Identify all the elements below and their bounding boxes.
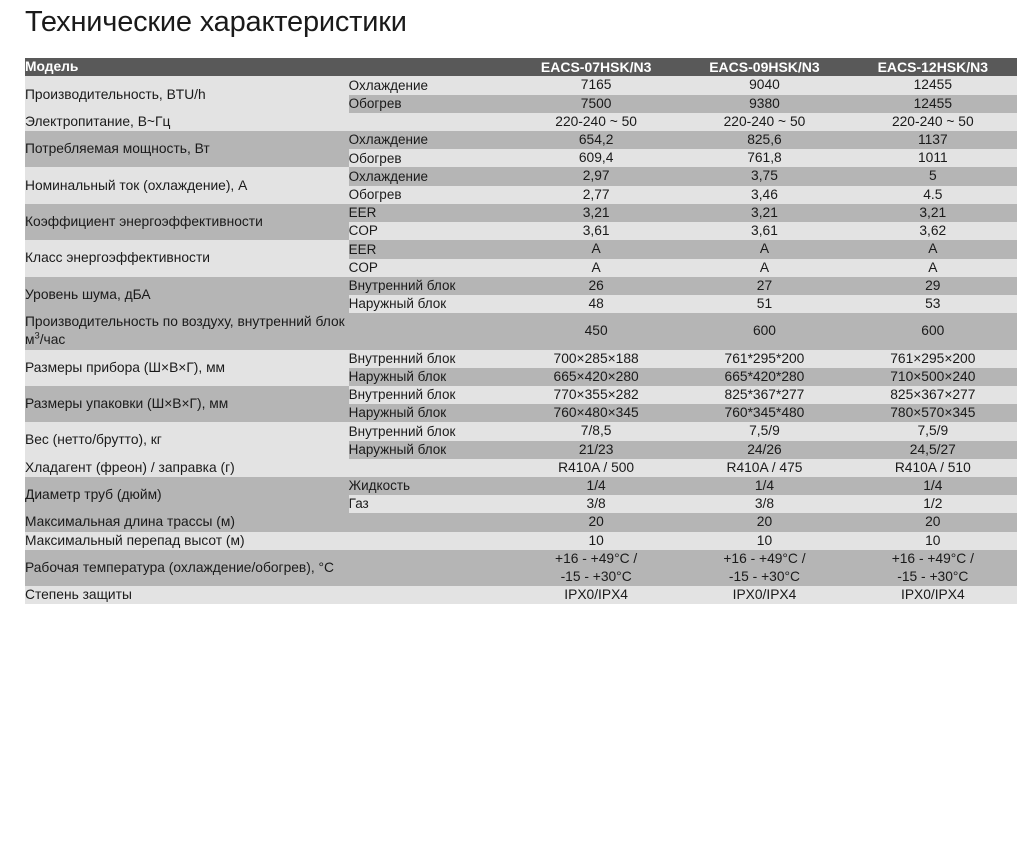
- row-value-col-2: 5: [849, 167, 1017, 185]
- row-parameter-label: Производительность, BTU/h: [25, 76, 349, 112]
- row-value-col-2: A: [849, 240, 1017, 258]
- row-value-col-2: 761×295×200: [849, 350, 1017, 368]
- row-value-col-0: 10: [512, 532, 680, 550]
- row-value-col-0: R410A / 500: [512, 459, 680, 477]
- row-sublabel: Внутренний блок: [349, 277, 512, 295]
- table-header-row: [25, 58, 1017, 76]
- row-sublabel: EER: [349, 204, 512, 222]
- row-value-col-0: 3/8: [512, 495, 680, 513]
- table-row: [25, 532, 1017, 550]
- row-parameter-label: Диаметр труб (дюйм): [25, 477, 349, 513]
- table-row: [25, 313, 1017, 349]
- row-sublabel: Охлаждение: [349, 76, 512, 94]
- row-value-col-1: 7,5/9: [680, 422, 848, 440]
- row-sublabel-empty: [349, 313, 512, 349]
- row-sublabel-empty: [349, 550, 512, 586]
- row-parameter-label: Размеры упаковки (Ш×В×Г), мм: [25, 386, 349, 422]
- row-value-col-2: 24,5/27: [849, 441, 1017, 459]
- table-row: [25, 204, 1017, 222]
- row-value-col-1: 9380: [680, 95, 848, 113]
- row-value-col-0: 665×420×280: [512, 368, 680, 386]
- row-value-col-1: A: [680, 259, 848, 277]
- row-sublabel: Обогрев: [349, 95, 512, 113]
- row-value-col-2: 1011: [849, 149, 1017, 167]
- header-sub-spacer: [349, 58, 512, 76]
- value-line: +16 - +49°C /: [555, 550, 638, 566]
- row-value-col-1: 600: [680, 313, 848, 349]
- value-line: -15 - +30°C: [728, 568, 800, 584]
- row-parameter-label: Рабочая температура (охлаждение/обогрев), °С: [25, 550, 349, 586]
- row-value-col-2: 3,62: [849, 222, 1017, 240]
- table-row: [25, 277, 1017, 295]
- row-sublabel-empty: [349, 532, 512, 550]
- row-value-col-0: 760×480×345: [512, 404, 680, 422]
- row-value-col-2: 7,5/9: [849, 422, 1017, 440]
- row-value-col-1: IPX0/IPX4: [680, 586, 848, 604]
- row-value-col-1: 24/26: [680, 441, 848, 459]
- table-row: [25, 477, 1017, 495]
- row-value-col-0: 450: [512, 313, 680, 349]
- row-value-col-0: 2,77: [512, 186, 680, 204]
- row-value-col-0: 7/8,5: [512, 422, 680, 440]
- table-header: [25, 58, 1017, 76]
- table-row: [25, 131, 1017, 149]
- row-value-col-0: A: [512, 259, 680, 277]
- row-sublabel: COP: [349, 222, 512, 240]
- row-value-col-1: R410A / 475: [680, 459, 848, 477]
- row-value-col-2: 780×570×345: [849, 404, 1017, 422]
- table-row: [25, 422, 1017, 440]
- row-value-col-2: 10: [849, 532, 1017, 550]
- row-value-col-1: 3,21: [680, 204, 848, 222]
- row-parameter-label: Максимальная длина трассы (м): [25, 513, 349, 531]
- table-row: [25, 167, 1017, 185]
- row-value-col-2: 29: [849, 277, 1017, 295]
- row-parameter-label: Потребляемая мощность, Вт: [25, 131, 349, 167]
- row-value-col-0: 21/23: [512, 441, 680, 459]
- row-sublabel: EER: [349, 240, 512, 258]
- row-value-col-1: 51: [680, 295, 848, 313]
- row-sublabel: Наружный блок: [349, 295, 512, 313]
- row-value-col-0: 700×285×188: [512, 350, 680, 368]
- row-value-col-0: 20: [512, 513, 680, 531]
- value-line: -15 - +30°C: [897, 568, 969, 584]
- row-sublabel: Наружный блок: [349, 368, 512, 386]
- row-parameter-label: Хладагент (фреон) / заправка (г): [25, 459, 349, 477]
- row-sublabel: Охлаждение: [349, 167, 512, 185]
- value-line: +16 - +49°C /: [891, 550, 974, 566]
- row-value-col-1: [680, 550, 848, 586]
- row-value-col-0: 48: [512, 295, 680, 313]
- row-parameter-label: Производительность по воздуху, внутренний блок $м^3$/час: [25, 313, 349, 349]
- row-sublabel: Внутренний блок: [349, 422, 512, 440]
- row-value-col-0: 3,21: [512, 204, 680, 222]
- row-value-col-1: 761*295*200: [680, 350, 848, 368]
- row-value-col-0: 770×355×282: [512, 386, 680, 404]
- row-value-col-2: [849, 550, 1017, 586]
- row-sublabel: Газ: [349, 495, 512, 513]
- row-value-col-2: 600: [849, 313, 1017, 349]
- table-row: [25, 240, 1017, 258]
- row-parameter-label: Степень защиты: [25, 586, 349, 604]
- table-row: [25, 586, 1017, 604]
- row-value-col-1: 20: [680, 513, 848, 531]
- row-value-col-0: 220-240 ~ 50: [512, 113, 680, 131]
- row-parameter-label: Номинальный ток (охлаждение), А: [25, 167, 349, 203]
- row-sublabel: Наружный блок: [349, 404, 512, 422]
- row-sublabel-empty: [349, 586, 512, 604]
- row-value-col-1: 3/8: [680, 495, 848, 513]
- row-value-col-2: 220-240 ~ 50: [849, 113, 1017, 131]
- row-value-col-1: 10: [680, 532, 848, 550]
- row-value-col-1: 825*367*277: [680, 386, 848, 404]
- row-value-col-2: 12455: [849, 95, 1017, 113]
- row-parameter-label: Максимальный перепад высот (м): [25, 532, 349, 550]
- row-value-col-0: 1/4: [512, 477, 680, 495]
- row-value-col-2: 825×367×277: [849, 386, 1017, 404]
- row-parameter-label: Уровень шума, дБА: [25, 277, 349, 313]
- row-sublabel: Внутренний блок: [349, 350, 512, 368]
- row-value-col-1: 3,75: [680, 167, 848, 185]
- table-row: [25, 386, 1017, 404]
- row-sublabel: Обогрев: [349, 186, 512, 204]
- header-column-2: EACS-12HSK/N3: [849, 58, 1017, 76]
- row-parameter-label: Размеры прибора (Ш×В×Г), мм: [25, 350, 349, 386]
- row-parameter-label: Вес (нетто/брутто), кг: [25, 422, 349, 458]
- row-sublabel-empty: [349, 513, 512, 531]
- table-body: [25, 76, 1017, 604]
- row-sublabel: Обогрев: [349, 149, 512, 167]
- row-value-col-1: 3,46: [680, 186, 848, 204]
- row-value-col-0: 7500: [512, 95, 680, 113]
- row-value-col-0: 7165: [512, 76, 680, 94]
- header-column-1: EACS-09HSK/N3: [680, 58, 848, 76]
- row-sublabel: COP: [349, 259, 512, 277]
- row-value-col-2: 4.5: [849, 186, 1017, 204]
- row-sublabel: Охлаждение: [349, 131, 512, 149]
- row-value-col-2: 710×500×240: [849, 368, 1017, 386]
- row-value-col-2: 1137: [849, 131, 1017, 149]
- row-value-col-0: 609,4: [512, 149, 680, 167]
- row-value-col-0: A: [512, 240, 680, 258]
- row-value-col-1: 1/4: [680, 477, 848, 495]
- table-row: [25, 459, 1017, 477]
- row-value-col-1: 825,6: [680, 131, 848, 149]
- row-value-col-2: 53: [849, 295, 1017, 313]
- table-row: [25, 350, 1017, 368]
- row-value-col-2: IPX0/IPX4: [849, 586, 1017, 604]
- row-value-col-1: 761,8: [680, 149, 848, 167]
- row-value-col-0: 2,97: [512, 167, 680, 185]
- row-value-col-1: 760*345*480: [680, 404, 848, 422]
- row-value-col-2: 12455: [849, 76, 1017, 94]
- row-sublabel: Наружный блок: [349, 441, 512, 459]
- row-parameter-label: Коэффициент энергоэффективности: [25, 204, 349, 240]
- specifications-table: [25, 58, 1017, 604]
- row-value-col-1: 3,61: [680, 222, 848, 240]
- row-sublabel: Жидкость: [349, 477, 512, 495]
- row-value-col-1: A: [680, 240, 848, 258]
- table-row: [25, 550, 1017, 586]
- row-value-col-2: R410A / 510: [849, 459, 1017, 477]
- row-value-col-2: A: [849, 259, 1017, 277]
- row-sublabel: Внутренний блок: [349, 386, 512, 404]
- row-value-col-1: 27: [680, 277, 848, 295]
- row-value-col-1: 220-240 ~ 50: [680, 113, 848, 131]
- row-value-col-0: IPX0/IPX4: [512, 586, 680, 604]
- row-value-col-2: 20: [849, 513, 1017, 531]
- value-line: -15 - +30°C: [560, 568, 632, 584]
- row-value-col-0: [512, 550, 680, 586]
- row-value-col-0: 654,2: [512, 131, 680, 149]
- row-value-col-2: 1/4: [849, 477, 1017, 495]
- header-model-label: Модель: [25, 58, 349, 76]
- row-value-col-2: 1/2: [849, 495, 1017, 513]
- row-value-col-2: 3,21: [849, 204, 1017, 222]
- page-title: Технические характеристики: [25, 6, 407, 38]
- table-row: [25, 513, 1017, 531]
- table-row: [25, 76, 1017, 94]
- row-parameter-label: Класс энергоэффективности: [25, 240, 349, 276]
- value-line: +16 - +49°C /: [723, 550, 806, 566]
- row-value-col-1: 665*420*280: [680, 368, 848, 386]
- table-row: [25, 113, 1017, 131]
- row-sublabel-empty: [349, 459, 512, 477]
- row-parameter-label: Электропитание, В~Гц: [25, 113, 349, 131]
- row-value-col-0: 26: [512, 277, 680, 295]
- row-value-col-0: 3,61: [512, 222, 680, 240]
- row-value-col-1: 9040: [680, 76, 848, 94]
- header-column-0: EACS-07HSK/N3: [512, 58, 680, 76]
- row-sublabel-empty: [349, 113, 512, 131]
